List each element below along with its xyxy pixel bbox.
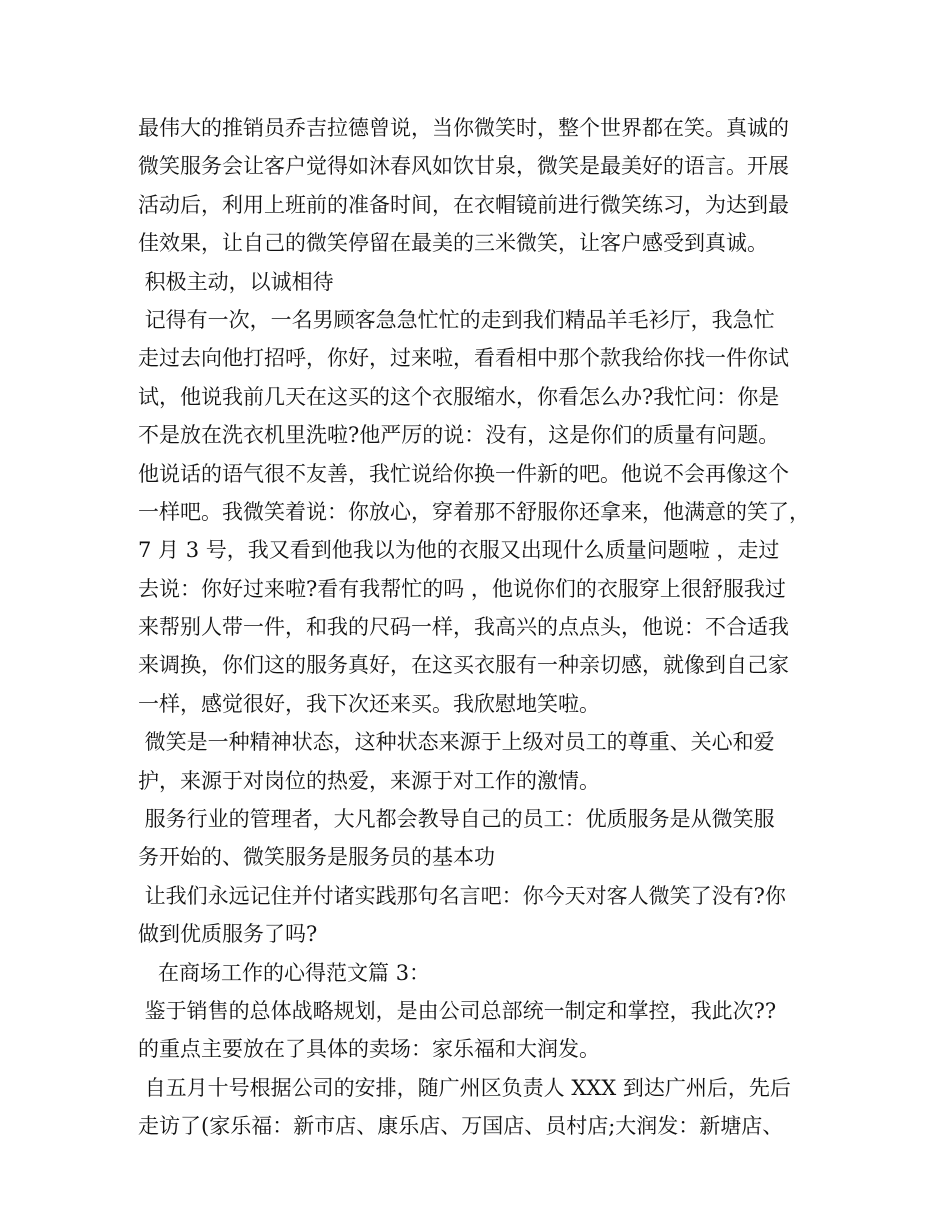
text-line: 来调换，你们这的服务真好，在这买衣服有一种亲切感，就像到自己家: [138, 653, 789, 678]
text-line: 来帮别人带一件，和我的尺码一样，我高兴的点点头，他说：不合适我: [138, 615, 789, 640]
text-line: 微笑服务会让客户觉得如沐春风如饮甘泉，微笑是最美好的语言。开展: [138, 154, 789, 179]
text-line: 一样吧。我微笑着说：你放心，穿着那不舒服你还拿来，他满意的笑了，: [138, 499, 810, 524]
text-line: 服务行业的管理者，大凡都会教导自己的员工：优质服务是从微笑服: [138, 807, 775, 832]
text-line: 自五月十号根据公司的安排，随广州区负责人 XXX 到达广州后，先后: [138, 1075, 791, 1100]
text-line: 7 月 3 号，我又看到他我以为他的衣服又出现什么质量问题啦 ，走过: [138, 538, 780, 563]
text-line: 活动后，利用上班前的准备时间，在衣帽镜前进行微笑练习，为达到最: [138, 192, 789, 217]
section-heading: 积极主动，以诚相待: [138, 269, 334, 294]
text-line: 记得有一次，一名男顾客急急忙忙的走到我们精品羊毛衫厅，我急忙: [138, 307, 775, 332]
text-line: 务开始的、微笑服务是服务员的基本功: [138, 845, 495, 870]
text-line: 走访了(家乐福：新市店、康乐店、万国店、员村店;大润发：新塘店、: [138, 1114, 784, 1139]
text-line: 鉴于销售的总体战略规划，是由公司总部统一制定和掌控，我此次??: [138, 998, 777, 1023]
text-line: 让我们永远记住并付诸实践那句名言吧：你今天对客人微笑了没有?你: [138, 883, 786, 908]
text-line: 试，他说我前几天在这买的这个衣服缩水，你看怎么办?我忙问：你是: [138, 384, 780, 409]
text-line: 微笑是一种精神状态，这种状态来源于上级对员工的尊重、关心和爱: [138, 730, 775, 755]
text-line: 一样，感觉很好，我下次还来买。我欣慰地笑啦。: [138, 691, 600, 716]
document-body: [138, 109, 818, 1146]
text-line: 护，来源于对岗位的热爱，来源于对工作的激情。: [138, 768, 600, 793]
text-line: 的重点主要放在了具体的卖场：家乐福和大润发。: [138, 1037, 600, 1062]
text-line: 不是放在洗衣机里洗啦?他严厉的说：没有，这是你们的质量有问题。: [138, 423, 780, 448]
text-line: 他说话的语气很不友善，我忙说给你换一件新的吧。他说不会再像这个: [138, 461, 789, 486]
section-heading: 在商场工作的心得范文篇 3：: [138, 960, 431, 985]
text-line: 走过去向他打招呼，你好，过来啦，看看相中那个款我给你找一件你试: [138, 346, 789, 371]
text-line: 去说：你好过来啦?看有我帮忙的吗 ，他说你们的衣服穿上很舒服我过: [138, 576, 786, 601]
text-line: 最伟大的推销员乔吉拉德曾说，当你微笑时，整个世界都在笑。真诚的: [138, 116, 789, 140]
text-line: 做到优质服务了吗?: [138, 922, 318, 947]
text-line: 佳效果，让自己的微笑停留在最美的三米微笑，让客户感受到真诚。: [138, 231, 768, 256]
